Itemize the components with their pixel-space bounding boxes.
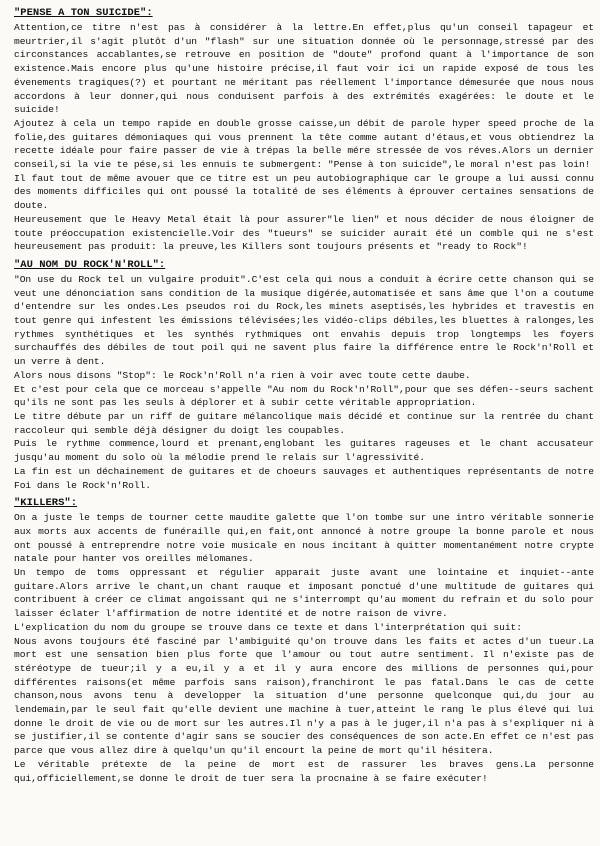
paragraph: Ajoutez à cela un tempo rapide en double grosse caisse,un débit de parole hyper speed proche de la folie,des guitares démoniaques qui vous prennent la tête comme autant d'étaus,et vous obtiendrez la recette idéale pour faire passer de vie à trépas la belle mére stressée de vos réves.Alors un dernier conseil,si la vie te pése,si les ennuis te submergent: "Pense à ton suicide",le moral n'est pas loin! — [14, 117, 594, 171]
paragraph: Heureusement que le Heavy Metal était là pour assurer"le lien" et nous décider de nous éloigner de toute préoccupation existencielle.Voir des "tueurs" se suicider aurait été un comble qui ne s'est heureusement pas produit: la preuve,les Killers sont toujours présents et "ready to Rock"! — [14, 213, 594, 253]
paragraph: La fin est un déchainement de guitares et de choeurs sauvages et authentiques représentants de notre Foi dans le Rock'n'Roll. — [14, 465, 594, 491]
paragraph: Nous avons toujours été fasciné par l'ambiguité qu'on trouve dans les faits et actes d'un tueur.La mort est une sensation bien plus forte que l'amour ou tout autre sentiment. Il n'existe pas de stéréotype de tueur;il y a eu,il y a et il y aura encore des millions de personnes qui,pour différentes raisons(et même parfois sans raison),franchiront le pas fatal.Dans le cas de cette chanson,nous avons tenu à developper la situation d'une personne quelconque qui,du jour au lendemain,par le seul fait qu'elle devient une machine à tuer,atteint le rang le plus élevé qui lui donne le droit de vie ou de mort sur les autres.Il n'y a pas à le juger,il n'a pas à s'expliquer ni à se justifier,il se contente d'agir sans se soucier des conséquences de son acte.En effet ce n'est pas parce que vous allez dire à quelqu'un qu'il encourt la peine de mort qu'il hésitera. — [14, 635, 594, 757]
section-heading: "KILLERS": — [14, 497, 78, 510]
section-pense-a-ton-suicide — [14, 2, 594, 254]
paragraph: "On use du Rock tel un vulgaire produit".C'est cela qui nous a conduit à écrire cette chanson qui se veut une dénonciation sans condition de la musique digérée,automatisée et sans âme que l'on a coutume d'entendre sur les ondes.Les pseudos roi du Rock,les minets aseptisés,les hybrides et travestis en tout genre qui infestent les émissions télévisées;les vidéo-clips débiles,les bluettes à ralonges,les rythmes synthétiques et les synthés rythmiques ont envahis depuis trop longtemps les foyers surchauffés des débiles de tout poil qui ne savent plus faire la différence entre le Rock'n'Roll et un verre à dent. — [14, 273, 594, 368]
paragraph: Et c'est pour cela que ce morceau s'appelle "Au nom du Rock'n'Roll",pour que ses défen--seurs sachent qu'ils ne sont pas les seuls à déplorer et à subir cette véritable appropriation. — [14, 383, 594, 409]
paragraph: Le véritable prétexte de la peine de mort est de rassurer les braves gens.La personne qui,officiellement,se donne le droit de tuer sera la procnaine à se faire exécuter! — [14, 758, 594, 784]
section-heading: "AU NOM DU ROCK'N'ROLL": — [14, 258, 166, 271]
paragraph: Attention,ce titre n'est pas à considérer à la lettre.En effet,plus qu'un conseil tapageur et meurtrier,il s'agit plutôt d'un "flash" sur une situation donnée où le personnage,stressé par des circonstances accablantes,se retrouve en position de "doute" profond quant à l'importance de son existence.Mais encore plus qu'une histoire précise,il faut voir ici un rapide exposé de tous les évenements tragiques(?) et pourtant ne méritant pas réellement l'importance démesurée que nous nous accordons à leur donner,qui nous conduisent parfois à des extrémités exagérées: le doute et le suicide! — [14, 22, 594, 116]
paragraph: L'explication du nom du groupe se trouve dans ce texte et dans l'interprétation qui suit: — [14, 621, 522, 633]
paragraph: Alors nous disons "Stop": le Rock'n'Roll n'a rien à voir avec toute cette daube. — [14, 369, 471, 381]
paragraph: Un tempo de toms oppressant et régulier apparait juste avant une lointaine et inquiet--ante guitare.Alors arrive le chant,un chant rauque et imposant ponctué d'une multitude de guitares qui contribuent à créer ce climat angoissant qui ne s'interrompt qu'au moment du refrain et du solo pour laisser éclater l'affirmation de notre identité et de notre raison de vivre. — [14, 567, 594, 620]
paragraph: Il faut tout de même avouer que ce titre est un peu autobiographique car le groupe a lui aussi connu des moments difficiles qui ont poussé la totalité de ses éléments à éprouver certaines sensations de doute. — [14, 172, 594, 212]
paragraph: On a juste le temps de tourner cette maudite galette que l'on tombe sur une intro véritable sonnerie aux morts aux accents de funéraille qui,en fait,ont annoncé à notre groupe la bonne parole et nous ont poussé à entreprendre notre voie musicale en nous incitant à quitter momentanément notre crypte natale pour hanter vos oreilles mélomanes. — [14, 512, 594, 565]
paragraph: Puis le rythme commence,lourd et prenant,englobant les guitares rageuses et le chant accusateur jusqu'au moment du solo où la mélodie prend le relais sur l'agressivité. — [14, 438, 594, 464]
paragraph: Le titre débute par un riff de guitare mélancolique mais décidé et continue sur la rentrée du chant raccoleur qui semble déjà désigner du doigt les coupables. — [14, 410, 594, 436]
section-killers — [14, 492, 594, 785]
section-au-nom-du-rock-n-roll — [14, 254, 594, 492]
section-heading: "PENSE A TON SUICIDE": — [14, 7, 153, 19]
